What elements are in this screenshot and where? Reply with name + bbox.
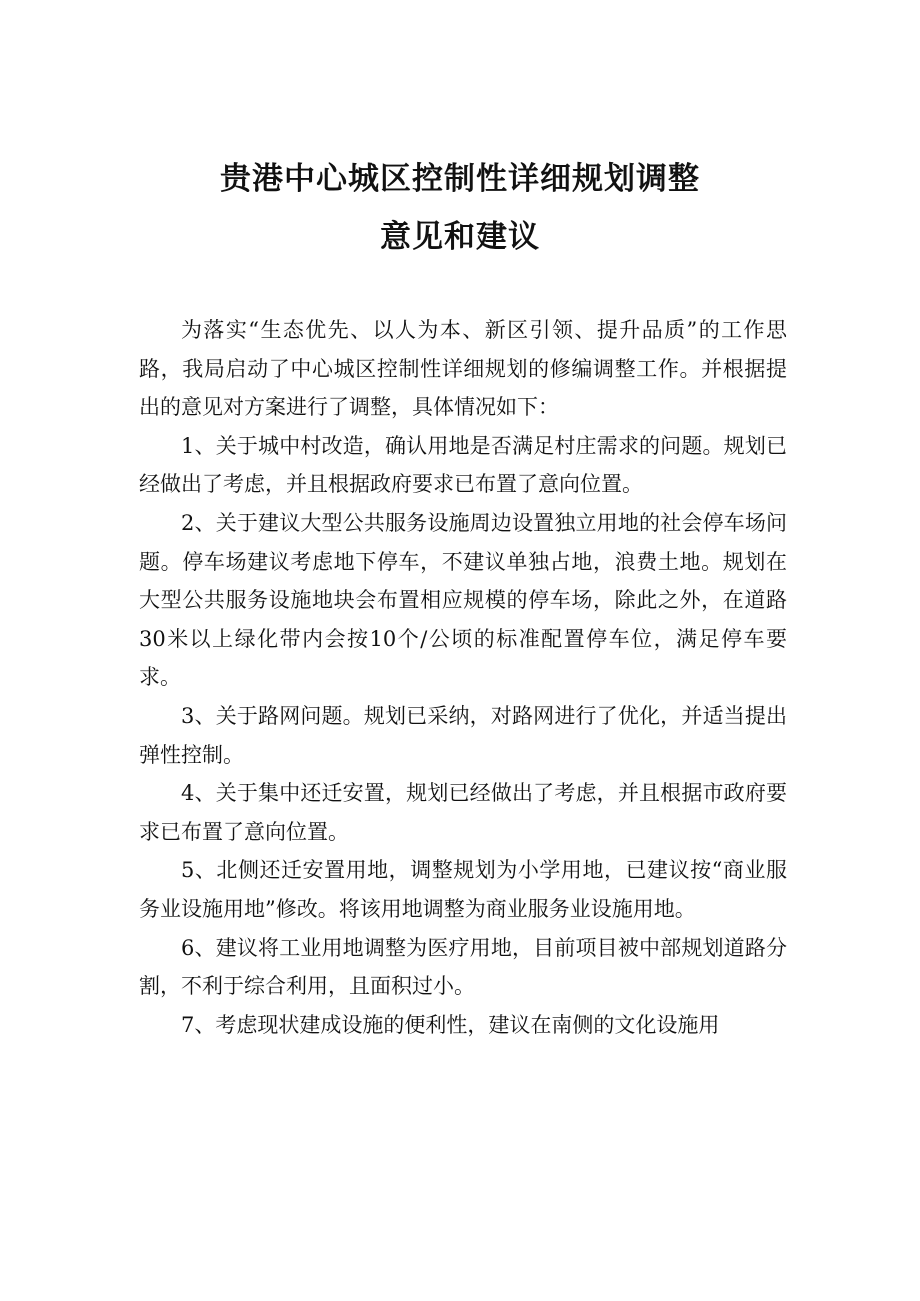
- document-body: [139, 311, 787, 1044]
- document-title: [0, 150, 920, 266]
- intro-paragraph: 为落实“生态优先、以人为本、新区引领、提升品质”的工作思路，我局启动了中心城区控制性详细规划的修编调整工作。并根据提出的意见对方案进行了调整，具体情况如下：: [139, 318, 787, 420]
- list-item-1: 1、关于城中村改造，确认用地是否满足村庄需求的问题。规划已经做出了考虑，并且根据政府要求已布置了意向位置。: [139, 433, 787, 497]
- list-item-5: 5、北侧还迁安置用地，调整规划为小学用地，已建议按“商业服务业设施用地”修改。将该用地调整为商业服务业设施用地。: [139, 858, 787, 921]
- title-line-2: 意见和建议: [380, 219, 540, 255]
- title-line-1: 贵港中心城区控制性详细规划调整: [220, 161, 700, 197]
- list-item-7: 7、考虑现状建成设施的便利性，建议在南侧的文化设施用: [181, 1012, 720, 1037]
- list-item-6: 6、建议将工业用地调整为医疗用地，目前项目被中部规划道路分割，不利于综合利用，且面积过小。: [139, 935, 787, 999]
- list-item-3: 3、关于路网问题。规划已采纳，对路网进行了优化，并适当提出弹性控制。: [139, 703, 787, 767]
- list-item-4: 4、关于集中还迁安置，规划已经做出了考虑，并且根据市政府要求已布置了意向位置。: [139, 781, 787, 844]
- list-item-2: 2、关于建议大型公共服务设施周边设置独立用地的社会停车场问题。停车场建议考虑地下停车，不建议单独占地，浪费土地。规划在大型公共服务设施地块会布置相应规模的停车场，除此之外，在道路30米以上绿化带内会按10个/公顷的标准配置停车位，满足停车要求。: [139, 510, 787, 690]
